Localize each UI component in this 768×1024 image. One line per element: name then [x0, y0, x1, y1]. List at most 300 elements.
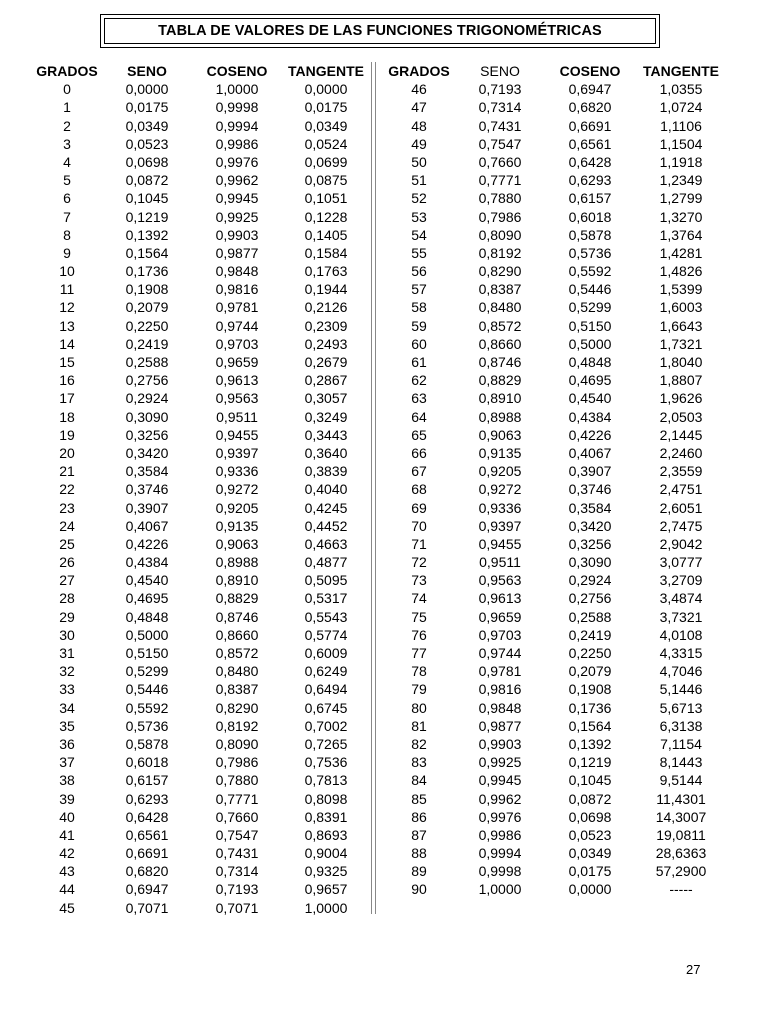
cell-seno: 0,9563: [478, 572, 522, 589]
cell-seno: 0,6018: [125, 754, 169, 771]
cell-grados: 13: [59, 317, 75, 334]
cell-coseno: 0,9925: [215, 208, 259, 225]
cell-grados: 8: [63, 226, 71, 243]
cell-coseno: 0,9205: [215, 499, 259, 516]
cell-grados: 52: [411, 190, 427, 207]
table-row: [384, 571, 728, 589]
table-row: [33, 899, 371, 917]
cell-tangente: 1,8807: [659, 372, 703, 389]
cell-tangente: 0,2309: [304, 317, 348, 334]
cell-grados: 83: [411, 754, 427, 771]
cell-tangente: 9,5144: [659, 772, 703, 789]
cell-coseno: 0,0523: [568, 826, 612, 843]
cell-coseno: 0,9816: [215, 281, 259, 298]
cell-grados: 80: [411, 699, 427, 716]
cell-coseno: 0,8290: [215, 699, 259, 716]
table-row: [33, 189, 371, 207]
header-tangente: TANGENTE: [643, 63, 719, 79]
cell-seno: 0,9336: [478, 499, 522, 516]
cell-grados: 81: [411, 717, 427, 734]
cell-grados: 90: [411, 881, 427, 898]
cell-seno: 0,3090: [125, 408, 169, 425]
cell-grados: 18: [59, 408, 75, 425]
table-row: [384, 790, 728, 808]
cell-tangente: 0,5095: [304, 572, 348, 589]
cell-coseno: 0,9994: [215, 117, 259, 134]
table-row: [33, 517, 371, 535]
table-row: [33, 499, 371, 517]
cell-tangente: 0,7813: [304, 772, 348, 789]
cell-seno: 0,1908: [125, 281, 169, 298]
cell-coseno: 0,9563: [215, 390, 259, 407]
cell-seno: 0,8387: [478, 281, 522, 298]
cell-seno: 0,9703: [478, 626, 522, 643]
cell-grados: 23: [59, 499, 75, 516]
table-row: [33, 480, 371, 498]
cell-coseno: 0,8910: [215, 572, 259, 589]
table-row: [384, 608, 728, 626]
cell-seno: 0,6157: [125, 772, 169, 789]
table-row: [384, 244, 728, 262]
cell-grados: 19: [59, 426, 75, 443]
cell-grados: 32: [59, 663, 75, 680]
cell-coseno: 0,9945: [215, 190, 259, 207]
table-row: [384, 262, 728, 280]
table-row: [384, 844, 728, 862]
cell-coseno: 1,0000: [215, 81, 259, 98]
cell-tangente: 2,4751: [659, 481, 703, 498]
table-row: [33, 717, 371, 735]
cell-seno: 0,5736: [125, 717, 169, 734]
cell-grados: 14: [59, 335, 75, 352]
cell-tangente: 0,5543: [304, 608, 348, 625]
cell-grados: 60: [411, 335, 427, 352]
cell-tangente: 0,2867: [304, 372, 348, 389]
cell-grados: 36: [59, 735, 75, 752]
table-row: [33, 244, 371, 262]
cell-seno: 0,6293: [125, 790, 169, 807]
cell-tangente: 4,0108: [659, 626, 703, 643]
header-coseno: COSENO: [559, 63, 621, 79]
cell-tangente: 1,1106: [660, 117, 702, 134]
cell-grados: 31: [59, 645, 75, 661]
cell-tangente: 1,0355: [659, 81, 703, 98]
page-number: 27: [686, 962, 701, 977]
table-left: [33, 62, 371, 917]
cell-seno: 0,0698: [125, 153, 169, 170]
cell-tangente: 1,8040: [659, 354, 703, 370]
cell-grados: 10: [59, 263, 75, 280]
cell-coseno: 0,6947: [568, 81, 612, 98]
cell-tangente: 3,0777: [659, 554, 703, 571]
cell-coseno: 0,9877: [215, 244, 259, 261]
cell-grados: 62: [411, 372, 427, 389]
cell-seno: 0,4695: [125, 590, 169, 607]
cell-tangente: 2,7475: [659, 517, 703, 534]
cell-tangente: 0,9004: [304, 845, 348, 862]
cell-grados: 44: [59, 881, 75, 898]
cell-seno: 0,8090: [478, 226, 522, 243]
cell-tangente: 4,7046: [659, 663, 703, 680]
cell-coseno: 0,5000: [568, 335, 612, 352]
cell-grados: 42: [59, 845, 75, 862]
cell-tangente: 1,6003: [659, 299, 703, 316]
cell-coseno: 0,9781: [215, 299, 259, 316]
table-row: [33, 771, 371, 789]
cell-seno: 0,1392: [125, 226, 169, 243]
cell-coseno: 0,7986: [215, 754, 259, 771]
cell-coseno: 0,1045: [568, 772, 612, 789]
cell-grados: 82: [411, 735, 427, 752]
cell-coseno: 0,4226: [568, 426, 612, 443]
cell-seno: 0,3256: [125, 426, 169, 443]
table-row: [33, 117, 371, 135]
cell-tangente: 0,0524: [304, 135, 348, 152]
cell-coseno: 0,5878: [568, 226, 612, 243]
cell-tangente: -----: [669, 881, 693, 898]
cell-tangente: 4,3315: [659, 645, 703, 661]
cell-seno: 0,6428: [125, 808, 169, 825]
cell-grados: 22: [59, 481, 75, 498]
cell-tangente: 0,4663: [304, 535, 348, 552]
table-row: [33, 826, 371, 844]
cell-coseno: 0,2419: [568, 626, 612, 643]
cell-coseno: 0,3746: [568, 481, 612, 498]
cell-grados: 57: [411, 281, 427, 298]
cell-seno: 0,3420: [125, 444, 169, 461]
cell-tangente: 0,0000: [304, 81, 348, 98]
cell-seno: 0,7880: [478, 190, 522, 207]
table-row: [384, 280, 728, 298]
cell-coseno: 0,1908: [568, 681, 612, 698]
cell-tangente: 0,9657: [304, 881, 348, 898]
table-body-right: [384, 80, 728, 898]
cell-seno: 0,5878: [125, 735, 169, 752]
cell-coseno: 0,9703: [215, 335, 259, 352]
table-row: [384, 808, 728, 826]
table-row: [33, 880, 371, 898]
cell-grados: 75: [411, 608, 427, 625]
table-row: [33, 844, 371, 862]
table-row: [384, 662, 728, 680]
table-header-right: [384, 62, 728, 80]
table-row: [384, 444, 728, 462]
cell-seno: 0,9397: [478, 517, 522, 534]
cell-tangente: 0,6745: [304, 699, 348, 716]
cell-coseno: 0,2250: [568, 645, 612, 661]
cell-coseno: 0,8090: [215, 735, 259, 752]
cell-coseno: 0,6157: [568, 190, 612, 207]
cell-tangente: 0,0699: [304, 153, 348, 170]
table-row: [33, 208, 371, 226]
cell-seno: 0,9925: [478, 754, 522, 771]
cell-grados: 69: [411, 499, 427, 516]
table-row: [384, 298, 728, 316]
cell-grados: 38: [59, 772, 75, 789]
cell-seno: 0,9945: [478, 772, 522, 789]
cell-coseno: 0,0175: [568, 863, 612, 880]
cell-tangente: 0,3839: [304, 463, 348, 480]
cell-coseno: 0,9903: [215, 226, 259, 243]
table-row: [33, 626, 371, 644]
cell-coseno: 0,3090: [568, 554, 612, 571]
cell-grados: 30: [59, 626, 75, 643]
cell-tangente: 6,3138: [659, 717, 703, 734]
cell-grados: 74: [411, 590, 427, 607]
cell-grados: 12: [59, 299, 75, 316]
cell-coseno: 0,9455: [215, 426, 259, 443]
table-row: [384, 717, 728, 735]
cell-seno: 0,9998: [478, 863, 522, 880]
cell-coseno: 0,1564: [568, 717, 612, 734]
cell-grados: 7: [63, 208, 71, 225]
page-title: TABLA DE VALORES DE LAS FUNCIONES TRIGONOMÉTRICAS: [158, 23, 602, 39]
cell-coseno: 0,8480: [215, 663, 259, 680]
table-header-left: [33, 62, 371, 80]
table-row: [33, 444, 371, 462]
table-row: [33, 317, 371, 335]
header-seno: SENO: [480, 63, 520, 79]
cell-seno: 0,5150: [125, 645, 169, 661]
cell-coseno: 0,3420: [568, 517, 612, 534]
cell-seno: 0,9877: [478, 717, 522, 734]
cell-grados: 39: [59, 790, 75, 807]
cell-seno: 0,7193: [478, 81, 522, 98]
cell-coseno: 0,2079: [568, 663, 612, 680]
cell-grados: 37: [59, 754, 75, 771]
cell-grados: 11: [59, 281, 75, 298]
cell-grados: 77: [411, 645, 427, 661]
cell-coseno: 0,6293: [568, 172, 612, 189]
cell-coseno: 0,7193: [215, 881, 259, 898]
table-row: [384, 98, 728, 116]
cell-seno: 0,9962: [478, 790, 522, 807]
cell-tangente: 2,6051: [659, 499, 703, 516]
table-row: [33, 699, 371, 717]
cell-tangente: 0,6009: [304, 645, 348, 661]
cell-grados: 35: [59, 717, 75, 734]
cell-seno: 0,4226: [125, 535, 169, 552]
cell-seno: 0,9272: [478, 481, 522, 498]
cell-tangente: 2,1445: [659, 426, 703, 443]
cell-seno: 0,8746: [478, 354, 522, 370]
cell-tangente: 5,1446: [659, 681, 703, 698]
cell-coseno: 0,9848: [215, 263, 259, 280]
table-row: [384, 499, 728, 517]
table-body-left: [33, 80, 371, 917]
cell-tangente: 2,9042: [659, 535, 703, 552]
cell-grados: 5: [63, 172, 71, 189]
cell-grados: 3: [63, 135, 71, 152]
cell-coseno: 0,4540: [568, 390, 612, 407]
table-row: [384, 753, 728, 771]
cell-seno: 0,9455: [478, 535, 522, 552]
cell-tangente: 0,5317: [304, 590, 348, 607]
cell-coseno: 0,1392: [568, 735, 612, 752]
cell-coseno: 0,9976: [215, 153, 259, 170]
cell-tangente: 1,6643: [659, 317, 703, 334]
cell-tangente: 1,3764: [659, 226, 703, 243]
table-row: [384, 462, 728, 480]
cell-tangente: 0,3640: [304, 444, 348, 461]
cell-tangente: 28,6363: [655, 845, 707, 862]
table-row: [384, 226, 728, 244]
table-row: [33, 280, 371, 298]
cell-tangente: 1,4281: [659, 244, 703, 261]
cell-seno: 0,1564: [125, 244, 169, 261]
cell-seno: 0,7660: [478, 153, 522, 170]
cell-seno: 0,9976: [478, 808, 522, 825]
table-row: [384, 408, 728, 426]
header-seno: SENO: [127, 63, 167, 79]
cell-seno: 0,9994: [478, 845, 522, 862]
header-grados: GRADOS: [36, 63, 98, 79]
table-row: [384, 862, 728, 880]
cell-coseno: 0,5150: [568, 317, 612, 334]
cell-grados: 86: [411, 808, 427, 825]
table-row: [33, 80, 371, 98]
cell-seno: 0,0523: [125, 135, 169, 152]
header-coseno: COSENO: [206, 63, 268, 79]
table-row: [33, 862, 371, 880]
cell-tangente: 3,4874: [659, 590, 703, 607]
cell-seno: 0,3584: [125, 463, 169, 480]
cell-seno: 0,2756: [125, 372, 169, 389]
cell-seno: 0,2588: [125, 354, 169, 370]
cell-tangente: 11,4301: [656, 790, 706, 807]
cell-seno: 0,9903: [478, 735, 522, 752]
cell-grados: 54: [411, 226, 427, 243]
cell-seno: 0,9511: [479, 554, 521, 571]
cell-tangente: 1,1504: [659, 135, 703, 152]
cell-seno: 0,7771: [478, 172, 522, 189]
table-row: [384, 626, 728, 644]
cell-seno: 0,2419: [125, 335, 169, 352]
table-row: [33, 171, 371, 189]
table-row: [384, 735, 728, 753]
cell-coseno: 0,3256: [568, 535, 612, 552]
cell-tangente: 0,8391: [304, 808, 348, 825]
cell-seno: 0,9613: [478, 590, 522, 607]
cell-grados: 48: [411, 117, 427, 134]
cell-grados: 49: [411, 135, 427, 152]
cell-seno: 0,5592: [125, 699, 169, 716]
cell-tangente: 0,3249: [304, 408, 348, 425]
cell-grados: 89: [411, 863, 427, 880]
cell-grados: 29: [59, 608, 75, 625]
cell-tangente: 0,7265: [304, 735, 348, 752]
cell-grados: 64: [411, 408, 427, 425]
cell-seno: 1,0000: [478, 881, 522, 898]
cell-grados: 46: [411, 81, 427, 98]
cell-tangente: 0,4452: [304, 517, 348, 534]
cell-grados: 58: [411, 299, 427, 316]
cell-seno: 0,4540: [125, 572, 169, 589]
cell-grados: 72: [411, 554, 427, 571]
cell-coseno: 0,6018: [568, 208, 612, 225]
cell-grados: 17: [59, 390, 75, 407]
cell-grados: 41: [59, 826, 75, 843]
cell-coseno: 0,6428: [568, 153, 612, 170]
table-row: [33, 353, 371, 371]
cell-grados: 21: [59, 463, 75, 480]
cell-seno: 0,7547: [478, 135, 522, 152]
cell-coseno: 0,7660: [215, 808, 259, 825]
cell-coseno: 0,8387: [215, 681, 259, 698]
cell-tangente: 0,4040: [304, 481, 348, 498]
table-row: [33, 535, 371, 553]
cell-tangente: 0,0175: [304, 99, 348, 116]
cell-seno: 0,9135: [478, 444, 522, 461]
cell-grados: 68: [411, 481, 427, 498]
table-row: [384, 826, 728, 844]
cell-seno: 0,3907: [125, 499, 169, 516]
cell-coseno: 0,5299: [568, 299, 612, 316]
cell-tangente: 0,8693: [304, 826, 348, 843]
cell-tangente: 0,3443: [304, 426, 348, 443]
cell-grados: 85: [411, 790, 427, 807]
cell-coseno: 0,3907: [568, 463, 612, 480]
cell-coseno: 0,3584: [568, 499, 612, 516]
cell-grados: 61: [411, 354, 427, 370]
cell-coseno: 0,0000: [568, 881, 612, 898]
cell-grados: 25: [59, 535, 75, 552]
cell-tangente: 0,7536: [304, 754, 348, 771]
cell-coseno: 0,8746: [215, 608, 259, 625]
cell-coseno: 0,1219: [568, 754, 612, 771]
table-row: [384, 335, 728, 353]
cell-coseno: 0,6691: [568, 117, 612, 134]
header-tangente: TANGENTE: [288, 63, 364, 79]
table-row: [384, 153, 728, 171]
cell-grados: 28: [59, 590, 75, 607]
table-row: [384, 135, 728, 153]
table-row: [33, 153, 371, 171]
cell-coseno: 0,7880: [215, 772, 259, 789]
cell-coseno: 0,9397: [215, 444, 259, 461]
cell-seno: 0,3746: [125, 481, 169, 498]
cell-seno: 0,0000: [125, 81, 169, 98]
cell-tangente: 1,9626: [659, 390, 703, 407]
cell-tangente: 0,7002: [304, 717, 348, 734]
cell-tangente: 0,4245: [304, 499, 348, 516]
cell-grados: 73: [411, 572, 427, 589]
cell-coseno: 0,2756: [568, 590, 612, 607]
table-row: [33, 335, 371, 353]
cell-coseno: 0,8988: [215, 554, 259, 571]
cell-coseno: 0,9511: [216, 408, 258, 425]
cell-seno: 0,9744: [478, 645, 522, 661]
cell-coseno: 0,9613: [215, 372, 259, 389]
table-row: [33, 408, 371, 426]
cell-grados: 16: [59, 372, 75, 389]
cell-seno: 0,9848: [478, 699, 522, 716]
cell-grados: 47: [411, 99, 427, 116]
table-row: [384, 644, 728, 662]
cell-tangente: 0,1763: [304, 263, 348, 280]
cell-tangente: 19,0811: [656, 826, 706, 843]
cell-grados: 88: [411, 845, 427, 862]
cell-grados: 87: [411, 826, 427, 843]
cell-seno: 0,9986: [478, 826, 522, 843]
cell-tangente: 0,0349: [304, 117, 348, 134]
cell-tangente: 0,1228: [304, 208, 348, 225]
cell-tangente: 1,4826: [659, 263, 703, 280]
table-row: [33, 553, 371, 571]
cell-seno: 0,2250: [125, 317, 169, 334]
table-row: [384, 880, 728, 898]
table-row: [33, 462, 371, 480]
